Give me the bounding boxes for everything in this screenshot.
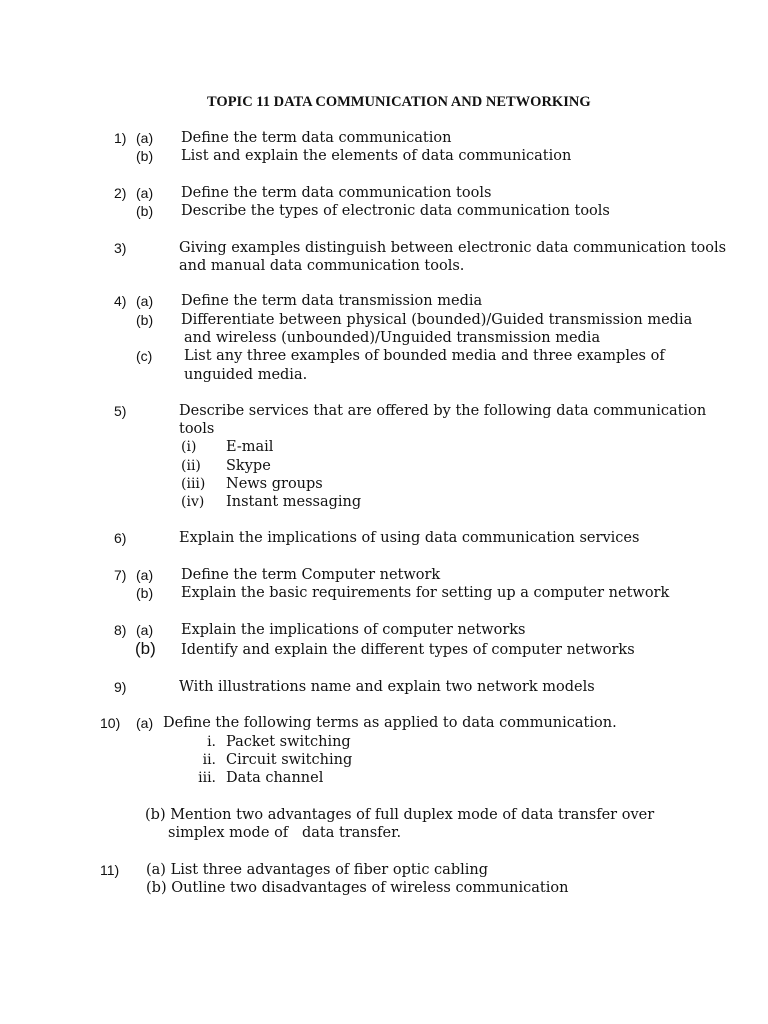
question-5-item-text: E-mail: [226, 439, 274, 455]
question-1a-label: (a): [136, 130, 154, 146]
question-4-number: 4): [114, 293, 127, 309]
question-11b-text: (b) Outline two disadvantages of wireless communication: [146, 880, 569, 896]
question-5-item-label: (ii): [181, 458, 201, 474]
question-10b-line-1: (b) Mention two advantages of full duplex mode of data transfer over: [145, 807, 655, 823]
question-9-text: With illustrations name and explain two network models: [179, 679, 595, 695]
question-1-number: 1): [114, 130, 127, 146]
question-2a-label: (a): [136, 185, 154, 201]
question-5-line-2: tools: [179, 421, 215, 437]
question-2b-text: Describe the types of electronic data communication tools: [181, 203, 610, 219]
question-2a-text: Define the term data communication tools: [181, 185, 492, 201]
question-7b-label: (b): [136, 585, 154, 601]
question-6-text: Explain the implications of using data communication services: [179, 530, 640, 546]
question-3-line-1: Giving examples distinguish between electronic data communication tools: [179, 240, 727, 256]
question-1b-text: List and explain the elements of data communication: [181, 148, 572, 164]
question-4b-line-1: Differentiate between physical (bounded)/Guided transmission media: [181, 312, 693, 328]
question-10-item-text: Packet switching: [226, 734, 351, 750]
question-9-number: 9): [114, 679, 127, 695]
question-5-number: 5): [114, 403, 127, 419]
question-4a-text: Define the term data transmission media: [181, 293, 483, 309]
question-11a-text: (a) List three advantages of fiber optic cabling: [146, 862, 488, 878]
question-5-item-label: (iii): [181, 476, 206, 492]
question-8a-text: Explain the implications of computer networks: [181, 622, 526, 638]
question-5-item-label: (iv): [181, 494, 205, 510]
question-7-number: 7): [114, 567, 127, 583]
question-7b-text: Explain the basic requirements for setting up a computer network: [181, 585, 670, 601]
question-4c-line-2: unguided media.: [184, 367, 308, 383]
question-7a-text: Define the term Computer network: [181, 567, 441, 583]
question-4b-line-2: and wireless (unbounded)/Unguided transmission media: [184, 330, 601, 346]
question-10a-text: Define the following terms as applied to data communication.: [163, 715, 617, 731]
question-10-item-label: iii.: [198, 770, 216, 786]
question-11-number: 11): [100, 862, 120, 878]
question-3-line-2: and manual data communication tools.: [179, 258, 465, 274]
question-4c-label: (c): [136, 348, 153, 364]
question-5-line-1: Describe services that are offered by the following data communication: [179, 403, 707, 419]
question-10b-line-2: simplex mode of data transfer.: [168, 825, 402, 841]
question-7a-label: (a): [136, 567, 154, 583]
question-8b-label: (b): [135, 639, 156, 658]
question-2-number: 2): [114, 185, 127, 201]
question-10-item-text: Circuit switching: [226, 752, 353, 768]
question-3-number: 3): [114, 240, 127, 256]
question-5-item-text: Skype: [226, 458, 271, 474]
question-8a-label: (a): [136, 622, 154, 638]
question-2b-label: (b): [136, 203, 154, 219]
question-5-item-label: (i): [181, 439, 197, 455]
question-8b-text: Identify and explain the different types of computer networks: [181, 642, 635, 658]
question-10-item-label: i.: [207, 734, 216, 750]
page-title: TOPIC 11 DATA COMMUNICATION AND NETWORKING: [207, 94, 591, 110]
question-1b-label: (b): [136, 148, 154, 164]
question-10-number: 10): [100, 715, 121, 731]
question-4c-line-1: List any three examples of bounded media and three examples of: [184, 348, 665, 364]
question-10a-label: (a): [136, 715, 154, 731]
question-6-number: 6): [114, 530, 127, 546]
question-1a-text: Define the term data communication: [181, 130, 452, 146]
question-5-item-text: News groups: [226, 476, 323, 492]
question-8-number: 8): [114, 622, 127, 638]
question-10-item-label: ii.: [202, 752, 216, 768]
question-4a-label: (a): [136, 293, 154, 309]
question-10-item-text: Data channel: [226, 770, 324, 786]
question-4b-label: (b): [136, 312, 154, 328]
question-5-item-text: Instant messaging: [226, 494, 362, 510]
